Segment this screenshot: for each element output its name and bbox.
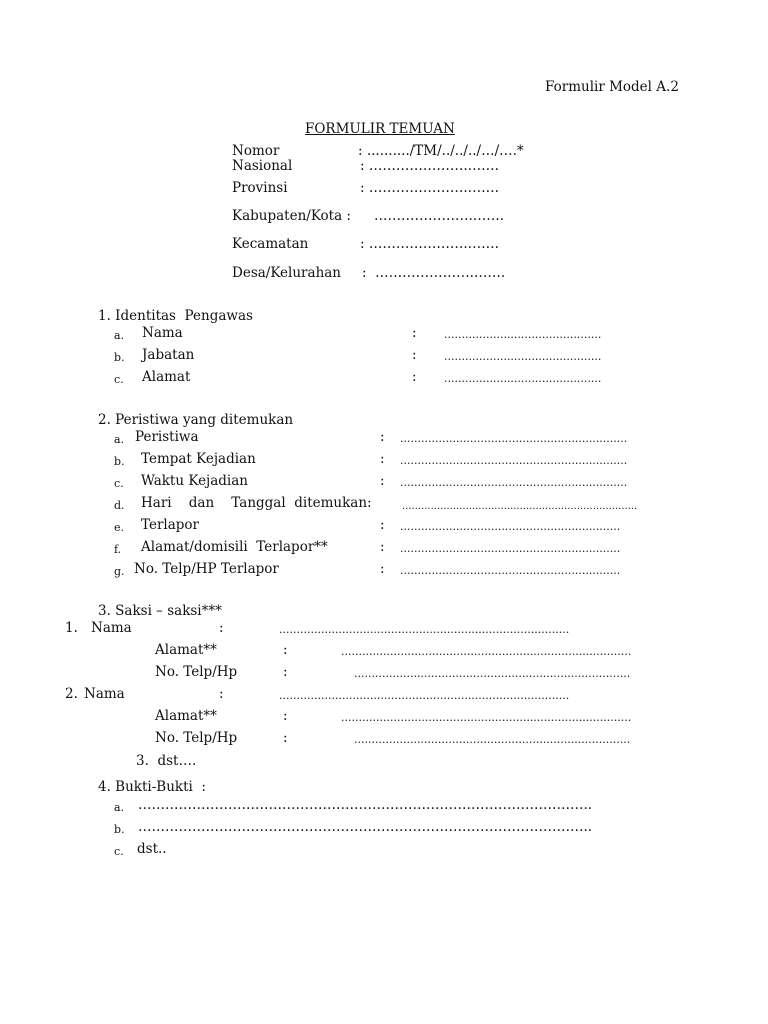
s1-colon: : xyxy=(412,369,417,385)
desa-label: Desa/Kelurahan xyxy=(232,265,342,281)
s2-field-peristiwa[interactable]: ................................................................. xyxy=(400,432,628,445)
s4-field-b[interactable]: ……………………………………………………………………………………….. xyxy=(138,819,593,835)
nasional-value[interactable]: : ………………….……. xyxy=(360,158,499,174)
s2-letter-f: f. xyxy=(114,543,122,556)
s2-colon: : xyxy=(380,473,385,489)
s1-field-alamat[interactable]: ............................................. xyxy=(444,372,602,385)
s4-letter-a: a. xyxy=(114,801,125,814)
kabupaten-value[interactable]: ………………….……. xyxy=(374,208,505,224)
s2-label-peristiwa: Peristiwa xyxy=(135,429,199,445)
section3-heading: 3. Saksi – saksi*** xyxy=(98,603,222,619)
kecamatan-value[interactable]: : ………………….……. xyxy=(360,236,499,252)
witness1-telp-field[interactable]: ............................................................................... xyxy=(354,667,631,680)
witness1-alamat-colon: : xyxy=(283,642,288,658)
witness2-name-label: Nama xyxy=(84,686,125,702)
s2-label-tempat: Tempat Kejadian xyxy=(141,451,256,467)
section1-heading: 1. Identitas Pengawas xyxy=(98,308,253,324)
kecamatan-label: Kecamatan xyxy=(232,236,309,252)
s1-label-nama: Nama xyxy=(142,325,183,341)
s1-field-jabatan[interactable]: ............................................. xyxy=(444,350,602,363)
s2-letter-e: e. xyxy=(114,521,125,534)
witness1-colon: : xyxy=(219,620,224,636)
model-label: Formulir Model A.2 xyxy=(545,79,679,95)
s2-letter-c: c. xyxy=(114,477,124,490)
s2-field-hari-tanggal[interactable]: .......................................................................... xyxy=(402,501,638,512)
witness2-alamat-colon: : xyxy=(283,708,288,724)
nomor-value[interactable]: : ........../TM/../../../…/….* xyxy=(358,143,524,159)
witness2-alamat-field[interactable]: ................................................................................... xyxy=(341,711,632,724)
s2-label-hari-tanggal: Hari dan Tanggal ditemukan: xyxy=(141,495,372,511)
nomor-label: Nomor xyxy=(232,143,280,159)
kabupaten-label: Kabupaten/Kota : xyxy=(232,208,351,224)
s2-letter-a: a. xyxy=(114,433,125,446)
witness2-num: 2. xyxy=(65,686,78,702)
s2-field-telp-terlapor[interactable]: ............................................................... xyxy=(400,564,621,577)
witness-more: 3. dst…. xyxy=(136,753,197,769)
witness1-num: 1. xyxy=(65,620,78,636)
witness1-telp-colon: : xyxy=(283,664,288,680)
s4-field-c: dst.. xyxy=(137,841,167,857)
witness2-telp-label: No. Telp/Hp xyxy=(155,730,238,746)
s2-field-tempat[interactable]: ................................................................. xyxy=(400,454,628,467)
s2-colon: : xyxy=(380,429,385,445)
s2-label-alamat-terlapor: Alamat/domisili Terlapor** xyxy=(141,539,328,555)
s2-field-terlapor[interactable]: ............................................................... xyxy=(400,520,621,533)
s2-letter-d: d. xyxy=(114,499,125,512)
witness2-colon: : xyxy=(219,686,224,702)
s4-field-a[interactable]: ……………………………………………………………………………………….. xyxy=(138,797,593,813)
section4-heading: 4. Bukti-Bukti : xyxy=(98,779,206,795)
s1-label-jabatan: Jabatan xyxy=(142,347,195,363)
s2-colon: : xyxy=(380,451,385,467)
s2-letter-g: g. xyxy=(114,565,125,578)
s2-label-waktu: Waktu Kejadian xyxy=(141,473,248,489)
s2-label-telp-terlapor: No. Telp/HP Terlapor xyxy=(134,561,279,577)
witness1-alamat-label: Alamat** xyxy=(155,642,217,658)
witness2-telp-colon: : xyxy=(283,730,288,746)
s1-colon: : xyxy=(412,347,417,363)
nasional-label: Nasional xyxy=(232,158,293,174)
witness1-name-field[interactable]: ................................................................................... xyxy=(279,623,570,636)
s4-letter-b: b. xyxy=(114,823,125,836)
witness2-name-field[interactable]: ................................................................................... xyxy=(279,689,570,702)
s2-label-terlapor: Terlapor xyxy=(141,517,199,533)
witness1-alamat-field[interactable]: ................................................................................... xyxy=(341,645,632,658)
s4-letter-c: c. xyxy=(114,845,124,858)
desa-value[interactable]: : ………………….……. xyxy=(362,265,506,281)
section2-heading: 2. Peristiwa yang ditemukan xyxy=(98,412,294,428)
s1-letter-a: a. xyxy=(114,329,125,342)
witness1-name-label: Nama xyxy=(91,620,132,636)
s1-letter-b: b. xyxy=(114,351,125,364)
s2-colon: : xyxy=(380,561,385,577)
witness2-telp-field[interactable]: ............................................................................... xyxy=(354,733,631,746)
s2-field-waktu[interactable]: ................................................................. xyxy=(400,476,628,489)
s1-colon: : xyxy=(412,325,417,341)
s2-colon: : xyxy=(380,539,385,555)
s1-label-alamat: Alamat xyxy=(142,369,191,385)
s2-colon: : xyxy=(380,517,385,533)
provinsi-label: Provinsi xyxy=(232,180,288,196)
s2-field-alamat-terlapor[interactable]: ............................................................... xyxy=(400,542,621,555)
witness1-telp-label: No. Telp/Hp xyxy=(155,664,238,680)
provinsi-value[interactable]: : ………………….……. xyxy=(360,180,499,196)
page-title: FORMULIR TEMUAN xyxy=(305,121,455,137)
s2-letter-b: b. xyxy=(114,455,125,468)
witness2-alamat-label: Alamat** xyxy=(155,708,217,724)
s1-field-nama[interactable]: ............................................. xyxy=(444,328,602,341)
s1-letter-c: c. xyxy=(114,373,124,386)
